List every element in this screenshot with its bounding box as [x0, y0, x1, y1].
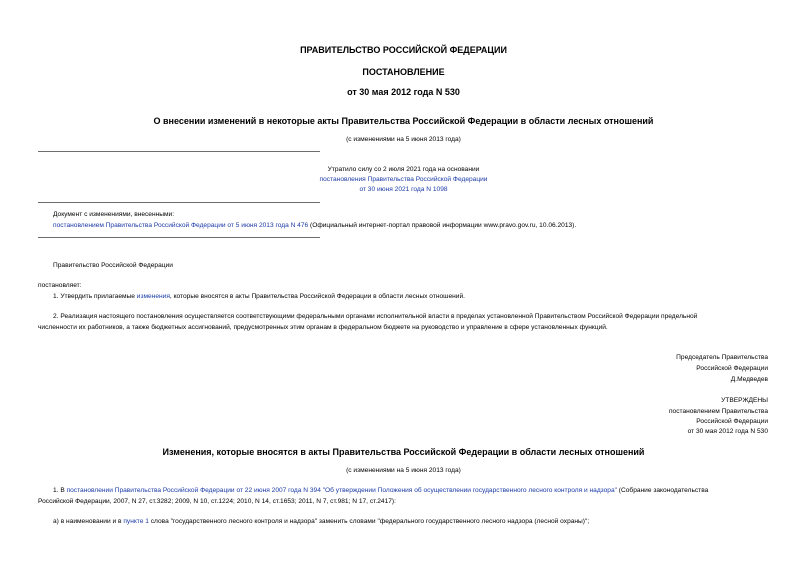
repeal-note: Утратило силу со 2 июля 2021 года на основании — [327, 166, 480, 173]
changes-link[interactable]: изменения — [136, 293, 170, 300]
government-heading: ПРАВИТЕЛЬСТВО РОССИЙСКОЙ ФЕДЕРАЦИИ — [300, 45, 507, 55]
divider — [38, 151, 320, 152]
amending-decree-link[interactable]: постановлением Правительства Российской Федерации от 5 июня 2013 года N 476 — [53, 222, 309, 229]
repeal-link[interactable]: постановления Правительства Российской Федерации — [319, 176, 488, 183]
government-name: Правительство Российской Федерации — [53, 262, 173, 269]
decree-394-link[interactable]: постановлении Правительства Российской Федерации от 22 июня 2007 года N 394 "Об утверждении Положения об осуществлении государственного лесного контроля и надзора" — [66, 487, 617, 494]
changes-edition-note: (с изменениями на 5 июня 2013 года) — [346, 467, 461, 474]
document-title: О внесении изменений в некоторые акты Правительства Российской Федерации в области лесных отношений — [153, 116, 654, 126]
document-type: ПОСТАНОВЛЕНИЕ — [362, 67, 445, 77]
divider — [38, 237, 320, 238]
paragraph-2-line1: 2. Реализация настоящего постановления осуществляется соответствующими федеральными органами исполнительной власти в пределах установленной Правительством Российской Федерации предельной — [53, 313, 698, 320]
publication-note: (Официальный интернет-портал правовой информации www.pravo.gov.ru, 10.06.2013). — [308, 222, 577, 229]
point-1-link[interactable]: пункте 1 — [123, 518, 149, 525]
document-date: от 30 мая 2012 года N 530 — [347, 87, 460, 97]
item-1-line1: 1. В постановлении Правительства Российской Федерации от 22 июня 2007 года N 394 "Об утверждении Положения об осуществлении государственного лесного контроля и надзора" (Собрание законодательства — [53, 487, 709, 494]
changes-doc-label: Документ с изменениями, внесенными: — [53, 211, 175, 218]
edition-note: (с изменениями на 5 июня 2013 года) — [346, 136, 461, 143]
repeal-link-date[interactable]: от 30 июня 2021 года N 1098 — [359, 186, 448, 193]
item-a: а) в наименовании и в пункте 1 слова "государственного лесного контроля и надзора" заменить словами "федерального государственного лесного надзора (лесной охраны)"; — [53, 518, 590, 525]
changes-title: Изменения, которые вносятся в акты Правительства Российской Федерации в области лесных отношений — [162, 447, 645, 457]
paragraph-2-line2: численности их работников, а также бюджетных ассигнований, предусмотренных этим органам в федеральном бюджете на руководство и управление в сфере установленных функций. — [38, 324, 608, 331]
approved-date: от 30 мая 2012 года N 530 — [687, 428, 768, 435]
approved-label: УТВЕРЖДЕНЫ — [721, 397, 768, 404]
approved-country: Российской Федерации — [696, 418, 768, 425]
signature-country: Российской Федерации — [696, 365, 768, 372]
decrees-word: постановляет: — [38, 282, 82, 289]
paragraph-1: 1. Утвердить прилагаемые изменения, которые вносятся в акты Правительства Российской Федерации в области лесных отношений. — [53, 293, 465, 300]
approved-by: постановлением Правительства — [668, 408, 768, 415]
signature-name: Д.Медведев — [730, 376, 768, 383]
divider — [38, 202, 320, 203]
item-1-line2: Российской Федерации, 2007, N 27, ст.3282; 2009, N 10, ст.1224; 2010, N 14, ст.1653; 2011, N 7, ст.981; N 17, ст.2417): — [38, 498, 396, 505]
signature-position: Председатель Правительства — [676, 354, 768, 361]
changes-doc-line — [53, 222, 576, 229]
